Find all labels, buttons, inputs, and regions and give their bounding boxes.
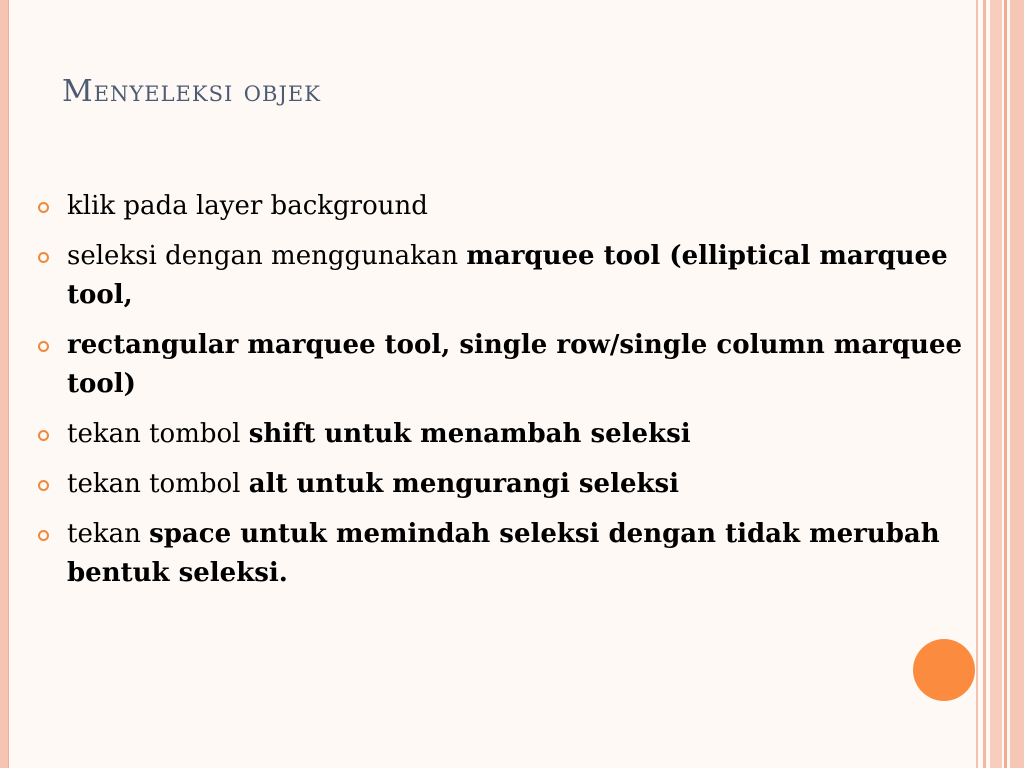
decorative-orange-circle: [913, 639, 975, 701]
bullet-ring-icon: [38, 480, 49, 491]
bullet-text: tekan tombol: [67, 419, 249, 449]
bullet-ring-icon: [38, 252, 49, 263]
right-decor-stripe: [976, 0, 978, 768]
right-decor-stripe: [1004, 0, 1007, 768]
bullet-text: seleksi dengan menggunakan: [67, 241, 467, 271]
bullet-ring-icon: [38, 530, 49, 541]
bullet-bold-text: marquee tool (elliptical marquee tool,: [67, 241, 948, 310]
right-decor-stripe: [990, 0, 1002, 768]
bullet-bold-text: rectangular marquee tool, single row/single column marquee tool): [67, 330, 963, 399]
right-decor-stripe: [1010, 0, 1024, 768]
bullet-ring-icon: [38, 202, 49, 213]
bullet-item: [38, 326, 968, 404]
bullet-text: tekan tombol: [67, 469, 249, 499]
bullet-ring-icon: [38, 341, 49, 352]
bullet-item: [38, 465, 968, 504]
right-decor-stripe: [983, 0, 986, 768]
bullet-item: [38, 515, 968, 593]
left-border-stripe: [0, 0, 9, 768]
bullet-bold-text: space untuk memindah seleksi dengan tidak merubah bentuk seleksi.: [67, 519, 940, 588]
bullet-list: [38, 187, 968, 604]
bullet-text: tekan: [67, 519, 150, 549]
bullet-item: [38, 237, 968, 315]
bullet-ring-icon: [38, 430, 49, 441]
bullet-item: [38, 187, 968, 226]
slide-title: Menyeleksi objek: [62, 74, 321, 109]
bullet-item: [38, 415, 968, 454]
bullet-bold-text: shift untuk menambah seleksi: [248, 419, 691, 449]
bullet-bold-text: alt untuk mengurangi seleksi: [248, 469, 680, 499]
bullet-text: klik pada layer background: [67, 191, 428, 221]
